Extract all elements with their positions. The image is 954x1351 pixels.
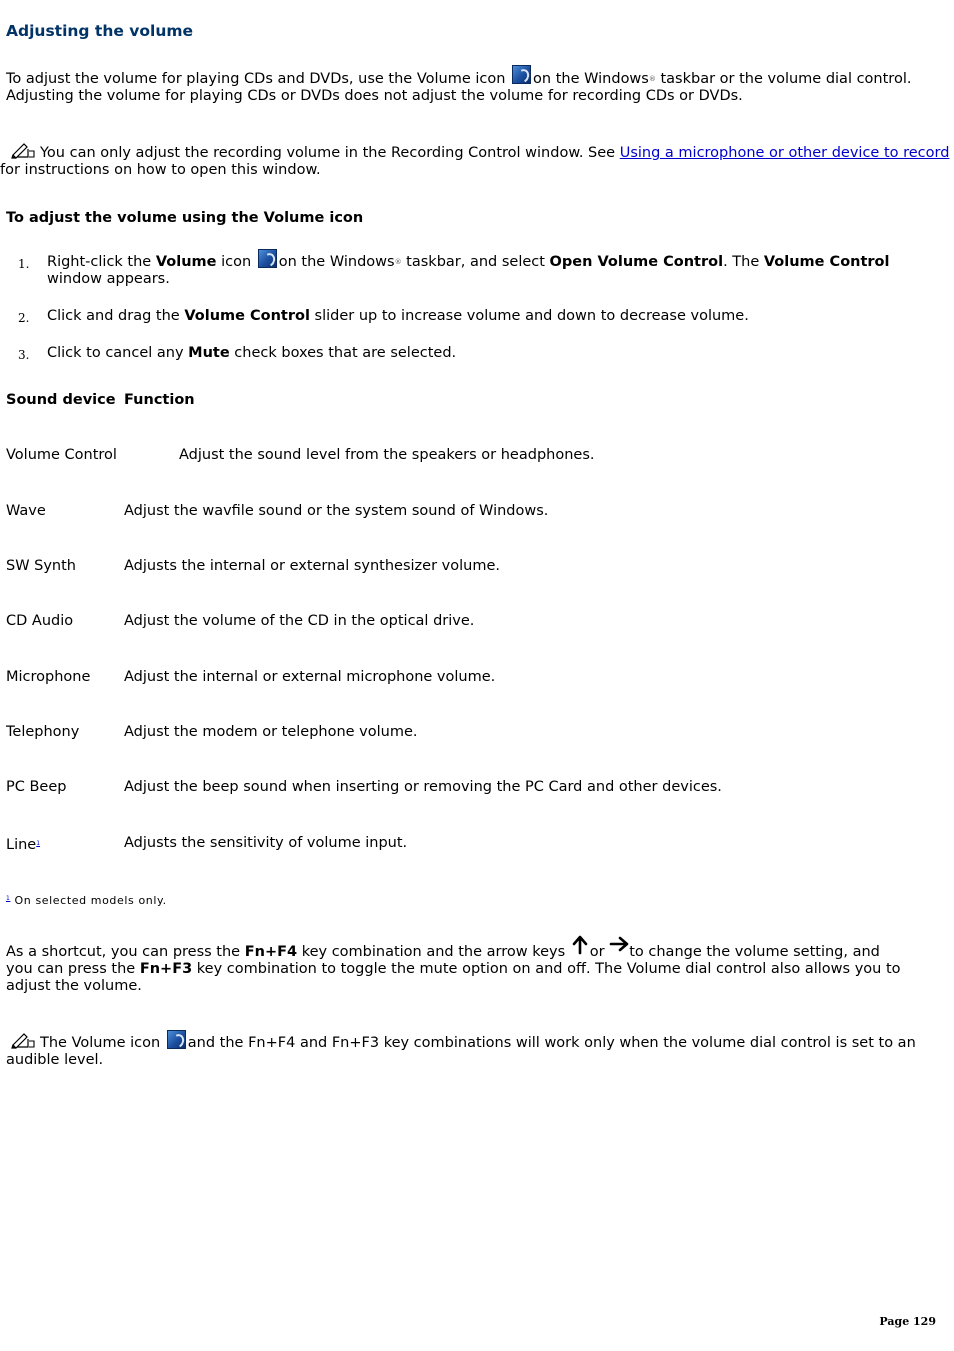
microphone-record-link[interactable]: Using a microphone or other device to record <box>619 145 950 161</box>
table-cell-device: SW Synth <box>6 558 77 574</box>
shortcut-paragraph: As a shortcut, you can press the Fn+F4 key combination and the arrow keys or to change the volume setting, and you can press the Fn+F3 key combination to toggle the mute option on and off. The Volume dial control also allows you to adjust the volume. <box>6 944 950 995</box>
footnote: $^1$ On selected models only. <box>6 894 167 907</box>
table-header-device: Sound device <box>6 392 116 408</box>
volume-icon <box>258 249 277 268</box>
table-cell-function: Adjust the wavfile sound or the system sound of Windows. <box>124 503 549 519</box>
table-cell-function: Adjusts the internal or external synthesizer volume. <box>124 558 500 574</box>
page-title: Adjusting the volume <box>6 22 194 40</box>
step-item: Click and drag the Volume Control slider up to increase volume and down to decrease volume. <box>47 308 749 324</box>
table-cell-device: CD Audio <box>6 613 74 629</box>
arrow-up-icon <box>570 935 590 955</box>
table-cell-device: Wave <box>6 503 46 519</box>
table-cell-device: PC Beep <box>6 779 67 795</box>
section-subheading: To adjust the volume using the Volume icon <box>6 210 364 226</box>
table-cell-device: Microphone <box>6 669 91 685</box>
step-number: 3. <box>18 348 30 362</box>
step-item: Click to cancel any Mute check boxes that are selected. <box>47 345 457 361</box>
note-volume-dial: The Volume icon and the Fn+F4 and Fn+F3 key combinations will work only when the volume dial control is set to an audible level. <box>0 1032 950 1069</box>
table-header-function: Function <box>124 392 195 408</box>
table-cell-function: Adjusts the sensitivity of volume input. <box>124 835 408 851</box>
arrow-right-icon <box>609 935 629 955</box>
table-cell-function: Adjust the modem or telephone volume. <box>124 724 418 740</box>
table-cell-function: Adjust the beep sound when inserting or removing the PC Card and other devices. <box>124 779 722 795</box>
page-number: Page 129 <box>879 1315 936 1328</box>
volume-icon <box>167 1030 186 1049</box>
step-item: Right-click the Volume icon on the Windows® taskbar, and select Open Volume Control. The Volume Control window appears. <box>47 254 927 288</box>
intro-paragraph: To adjust the volume for playing CDs and DVDs, use the Volume icon on the Windows® taskbar or the volume dial control. Adjusting the volume for playing CDs or DVDs does not adjust the volume for recording CDs or DVDs. <box>6 71 950 105</box>
table-cell-function: Adjust the sound level from the speakers or headphones. <box>179 447 595 463</box>
step-number: 2. <box>18 311 30 325</box>
footnote-link[interactable]: 1 <box>36 840 41 847</box>
table-cell-device: Telephony <box>6 724 80 740</box>
volume-icon <box>512 65 531 84</box>
table-cell-device: Volume Control <box>6 447 117 463</box>
note-recording: You can only adjust the recording volume in the Recording Control window. See Using a microphone or other device to record for instructions on how to open this window. <box>0 142 950 179</box>
step-number: 1. <box>18 257 30 271</box>
note-pencil-icon <box>10 1032 36 1049</box>
table-cell-function: Adjust the internal or external microphone volume. <box>124 669 496 685</box>
table-cell-function: Adjust the volume of the CD in the optical drive. <box>124 613 475 629</box>
table-cell-device: Line$^1$ <box>6 837 41 853</box>
note-pencil-icon <box>10 142 36 159</box>
